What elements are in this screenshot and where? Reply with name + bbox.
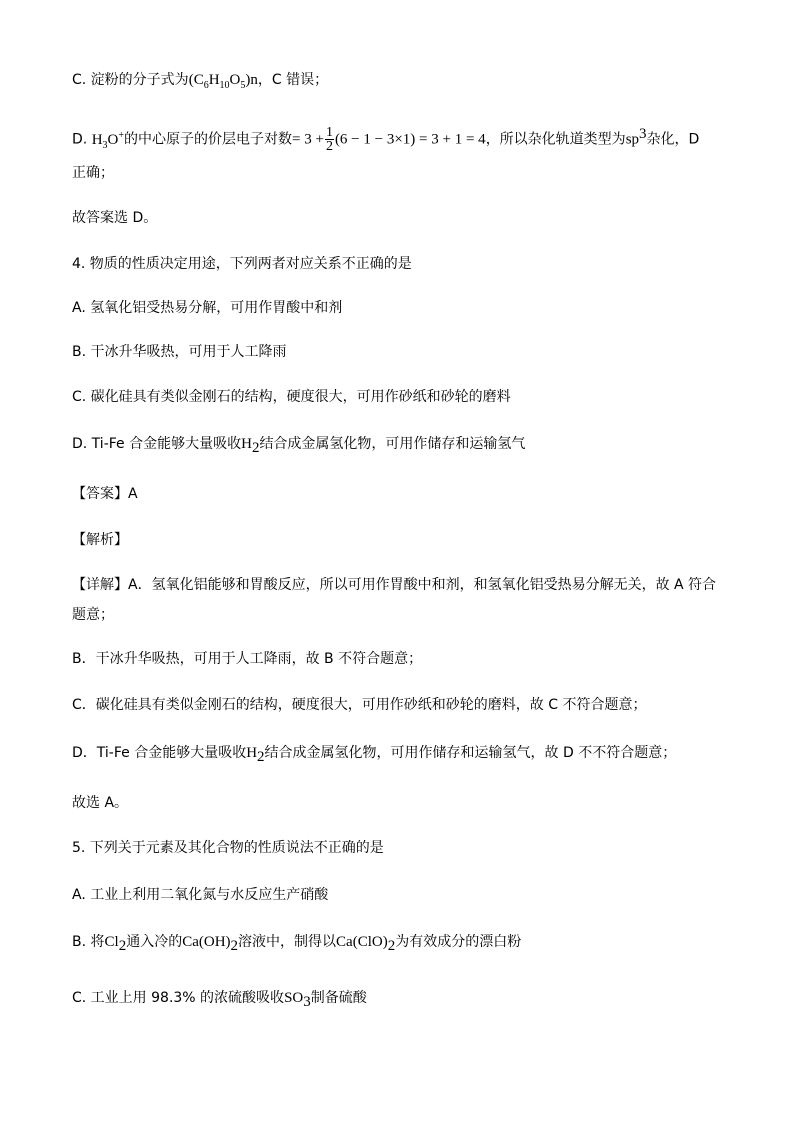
symbol: n: [250, 72, 258, 88]
symbol: SO: [284, 990, 304, 1006]
subscript: 3: [303, 993, 311, 1010]
detail-tag: 【详解】: [72, 577, 128, 593]
text: 溶液中，制得以: [238, 934, 337, 950]
symbol: C: [193, 72, 204, 88]
subscript: 3: [102, 139, 108, 151]
q5-option-b: [72, 932, 521, 956]
fraction: [325, 126, 334, 153]
numerator: 1: [325, 125, 333, 141]
text: 结合成金属氢化物，可用作储存和运输氢气: [259, 436, 526, 452]
superscript: 3: [639, 126, 647, 142]
detail-b: B．干冰升华吸热，可用于人工降雨，故 B 不符合题意；: [72, 651, 423, 667]
symbol: Ca(ClO): [336, 934, 388, 950]
detail-c: C．碳化硅具有类似金刚石的结构，硬度很大，可用作砂纸和砂轮的磨料，故 C 不符合题意；: [72, 697, 647, 713]
answer-line: [72, 484, 138, 504]
line-d-correct: 正确；: [72, 165, 114, 181]
text: C. 淀粉的分子式为: [72, 72, 189, 88]
formula-starch: [188, 72, 258, 91]
subscript: 2: [230, 937, 239, 954]
answer-value: A: [128, 486, 138, 502]
text: ，所以杂化轨道类型为: [485, 131, 626, 148]
equation: (6 − 1 − 3×1) = 3 + 1 = 4: [334, 131, 486, 148]
question-4: 4. 物质的性质决定用途，下列两者对应关系不正确的是: [72, 256, 412, 272]
q4-option-a: A. 氢氧化铝受热易分解，可用作胃酸中和剂: [72, 300, 343, 316]
q5-option-c: [72, 988, 367, 1012]
text: 制备硫酸: [310, 990, 367, 1006]
question-5: 5. 下列关于元素及其化合物的性质说法不正确的是: [72, 840, 384, 856]
symbol: H: [208, 72, 220, 88]
detail-a-line1: [72, 575, 716, 595]
denominator: 2: [325, 139, 333, 155]
symbol: O: [229, 72, 241, 88]
choose-a: 故选 A。: [72, 795, 129, 811]
subscript: 2: [387, 937, 396, 954]
q4-option-b: B. 干冰升华吸热，可用于人工降雨: [72, 344, 287, 360]
subscript: 5: [240, 80, 246, 91]
subscript: 10: [219, 80, 230, 91]
line-answer-d: 故答案选 D。: [72, 210, 158, 226]
analysis-tag: 【解析】: [72, 532, 128, 548]
text: A．氢氧化铝能够和胃酸反应，所以可用作胃酸中和剂，和氢氧化铝受热易分解无关，故 A 符合: [128, 577, 717, 593]
symbol: H: [246, 745, 258, 761]
text: 杂化，D: [646, 131, 700, 148]
text: 为有效成分的漂白粉: [395, 934, 522, 950]
symbol: H: [91, 131, 103, 148]
paren: (: [188, 72, 194, 88]
symbol: O: [107, 131, 119, 148]
q5-option-a: A. 工业上利用二氧化氮与水反应生产硝酸: [72, 887, 329, 903]
line-d-h3o: [72, 124, 699, 156]
symbol: Cl: [104, 934, 119, 950]
answer-tag: 【答案】: [72, 486, 128, 502]
text: D. Ti-Fe 合金能够大量吸收: [72, 436, 242, 452]
q4-option-c: C. 碳化硅具有类似金刚石的结构，硬度很大，可用作砂纸和砂轮的磨料: [72, 389, 511, 405]
text: 通入冷的: [126, 934, 183, 950]
subscript: 6: [203, 80, 209, 91]
text: 结合成金属氢化物，可用作储存和运输氢气，故 D 不不符合题意；: [264, 745, 677, 761]
line-c-starch: [72, 70, 328, 96]
detail-d: [72, 743, 676, 767]
text: D．Ti-Fe 合金能够大量吸收: [72, 745, 247, 761]
paren: ): [245, 72, 251, 88]
superscript: +: [118, 129, 125, 141]
subscript: 2: [257, 748, 265, 765]
symbol: sp: [625, 131, 640, 148]
symbol: Ca(OH): [182, 934, 231, 950]
text: B. 将: [72, 934, 105, 950]
subscript: 2: [118, 937, 127, 954]
detail-a-line2: 题意；: [72, 607, 114, 623]
equation: = 3 +: [292, 131, 324, 148]
text: D.: [72, 131, 92, 148]
text: ，C 错误；: [257, 72, 329, 88]
formula-h3o: [91, 129, 125, 151]
q4-option-d: [72, 434, 525, 458]
text: C. 工业上用 98.3% 的浓硫酸吸收: [72, 990, 285, 1006]
text: 的中心原子的价层电子对数: [124, 131, 293, 148]
subscript: 2: [251, 439, 260, 456]
symbol: H: [241, 436, 252, 452]
